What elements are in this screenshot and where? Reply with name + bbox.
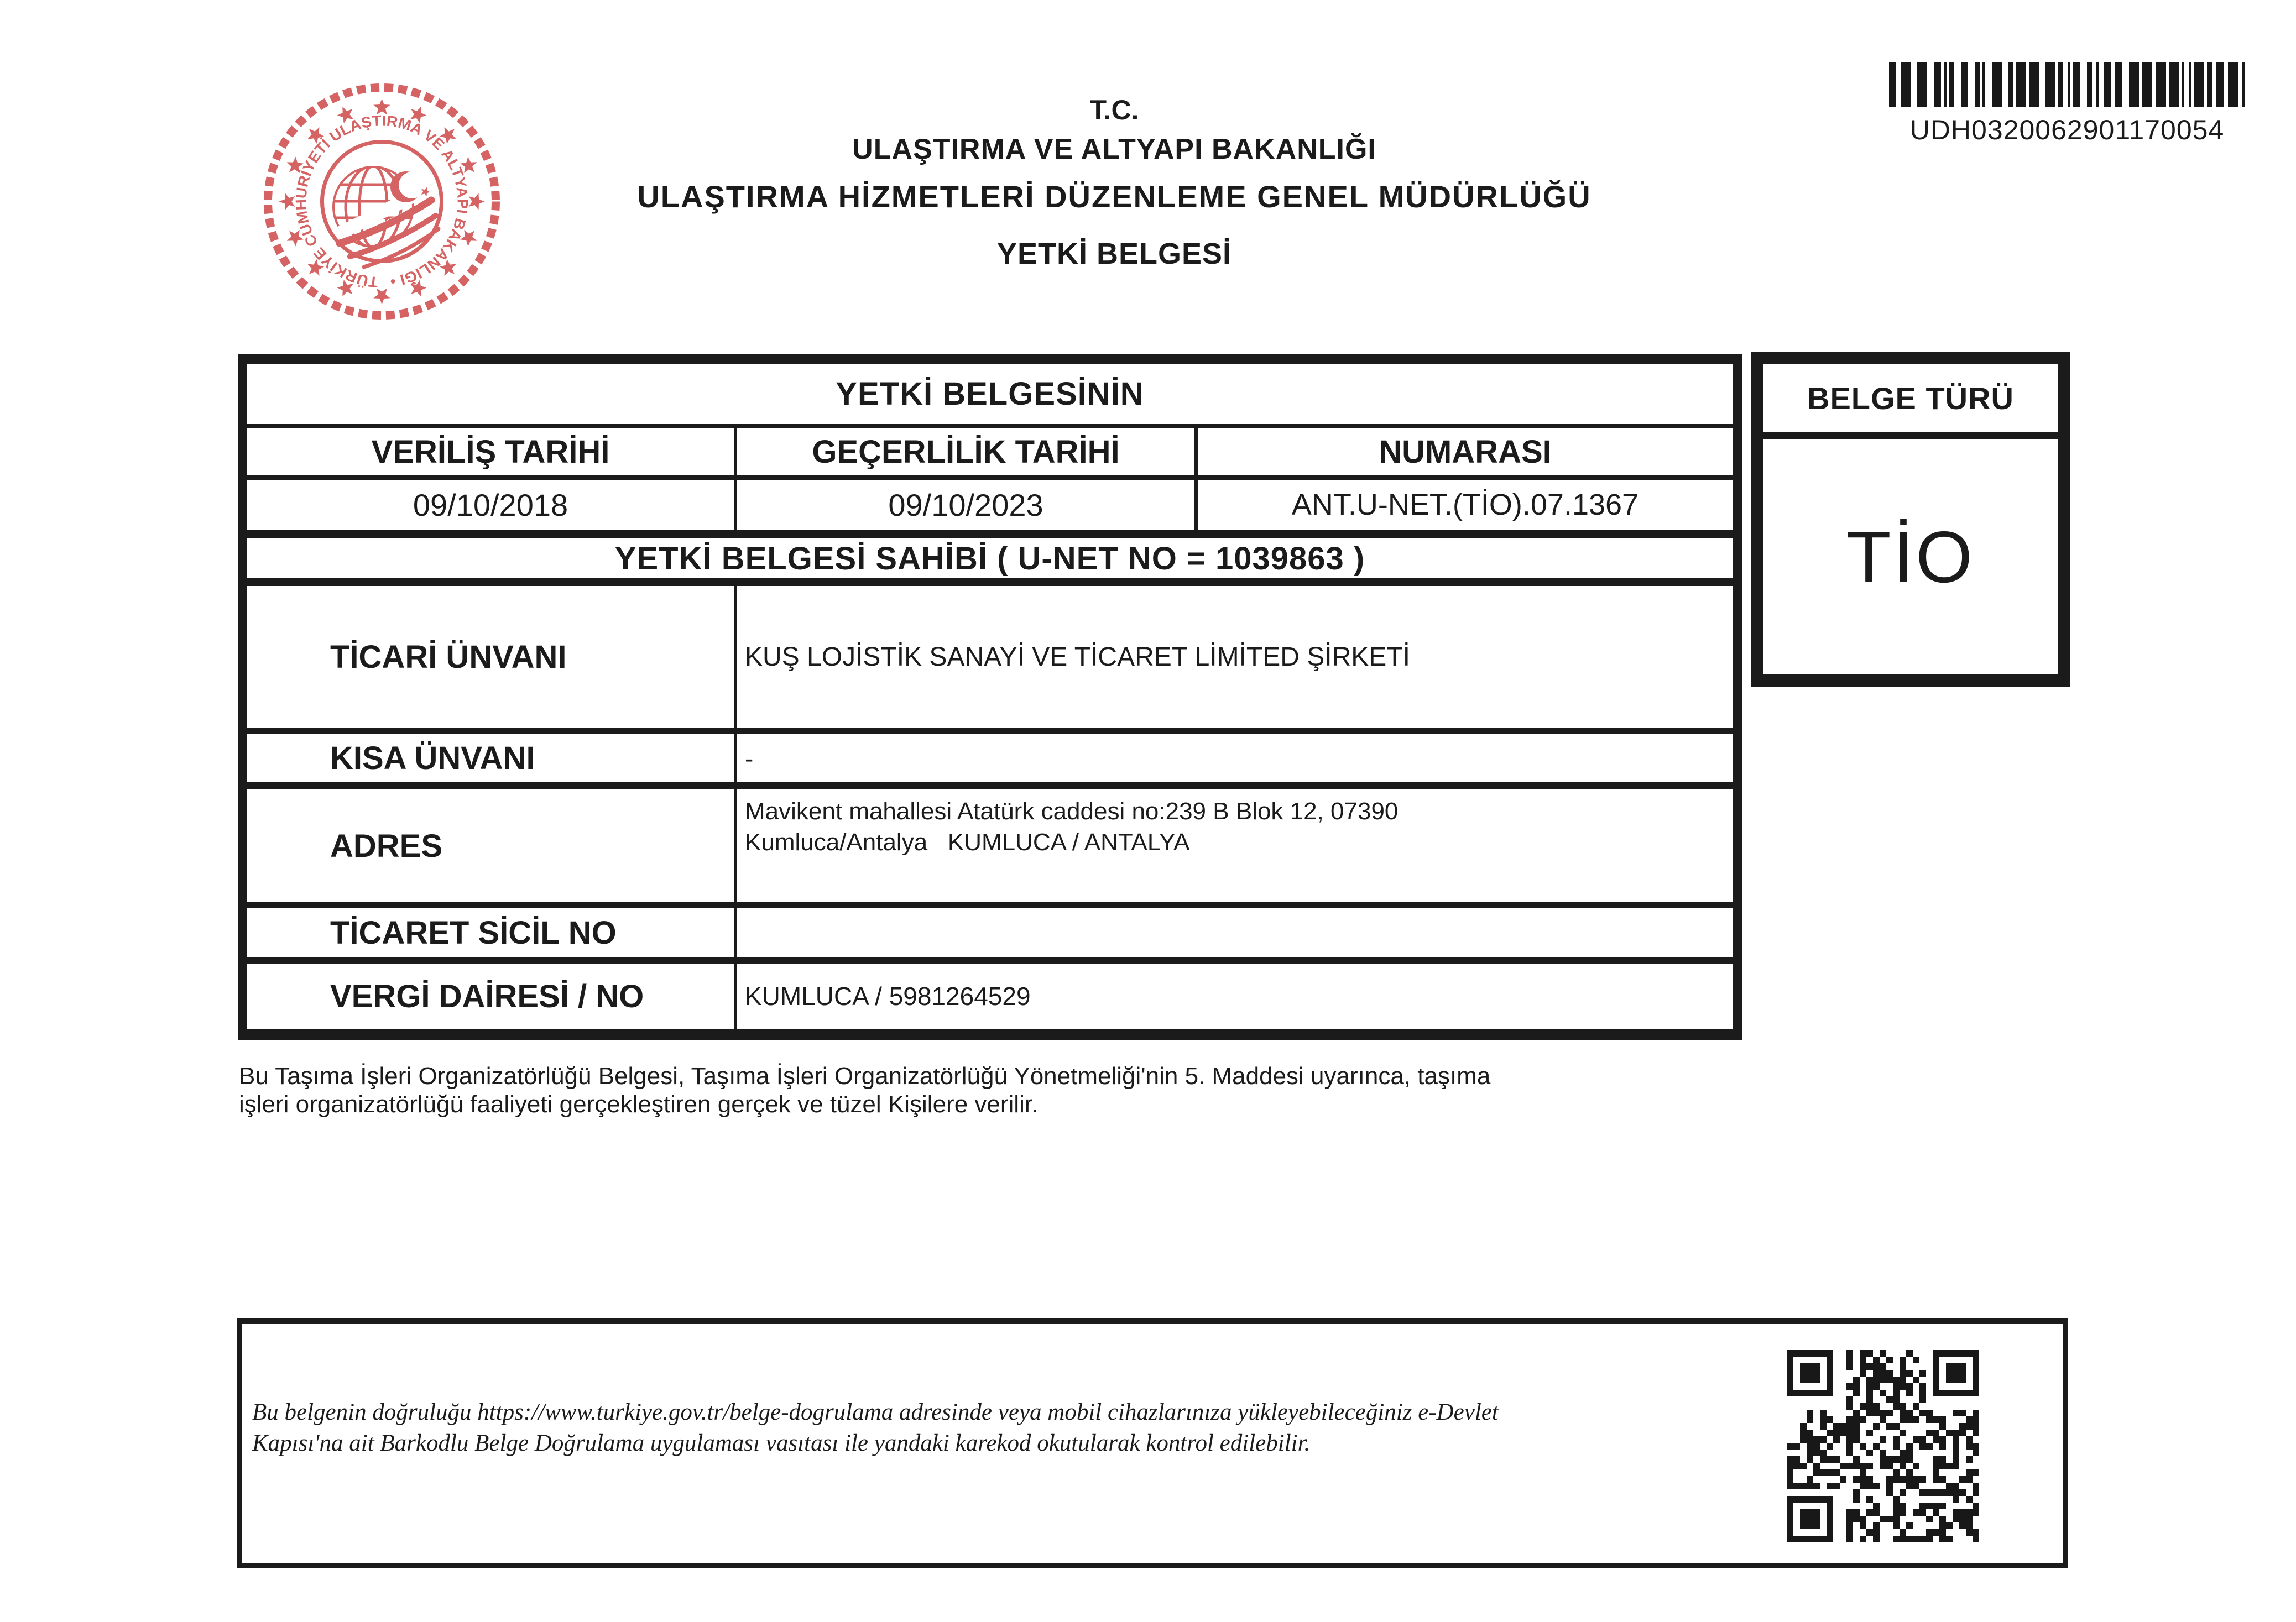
short-name-value: -	[745, 744, 754, 773]
table-row	[247, 964, 1733, 1029]
certificate-table	[238, 354, 1742, 1040]
regulation-note	[239, 1062, 1710, 1118]
address-line1: Mavikent mahallesi Atatürk caddesi no:239 B Blok 12, 07390	[745, 798, 1399, 825]
ministry-seal-icon	[259, 79, 505, 325]
issue-date-label: VERİLİŞ TARİHİ	[247, 428, 737, 475]
note-line1: Bu Taşıma İşleri Organizatörlüğü Belgesi, Taşıma İşleri Organizatörlüğü Yönetmeliği'nin 5. Maddesi uyarınca, taşıma	[239, 1063, 1491, 1090]
belge-turu-value: TİO	[1846, 516, 1975, 598]
table-row	[247, 480, 1733, 538]
table-row	[247, 428, 1733, 480]
belge-turu-box	[1751, 352, 2070, 687]
barcode-number: UDH0320062901170054	[1909, 114, 2225, 145]
verification-text	[252, 1397, 1734, 1459]
verification-line1: Bu belgenin doğruluğu https://www.turkiye.gov.tr/belge-dogrulama adresinde veya mobil cihazlarınıza yükleyebileceğiniz e-Devlet	[252, 1399, 1499, 1425]
short-name-label: KISA ÜNVANI	[247, 734, 737, 782]
verification-line2: Kapısı'na ait Barkodlu Belge Doğrulama uygulaması vasıtası ile yandaki karekod okutularak kontrol edilebilir.	[252, 1430, 1311, 1456]
header-doc-title: YETKİ BELGESİ	[996, 237, 1232, 270]
barcode-icon	[1889, 62, 2245, 107]
address-value	[737, 789, 1733, 902]
table-row	[247, 908, 1733, 964]
trade-name-value: KUŞ LOJİSTİK SANAYİ VE TİCARET LİMİTED ŞİRKETİ	[745, 642, 1410, 672]
belge-turu-title: BELGE TÜRÜ	[1763, 364, 2058, 439]
address-label: ADRES	[247, 789, 737, 902]
seal-circular-text: TÜRKİYE CUMHURİYETİ ULAŞTIRMA VE ALTYAPI BAKANLIĞI •	[293, 112, 471, 291]
number-label: NUMARASI	[1379, 434, 1552, 470]
header-directorate: ULAŞTIRMA HİZMETLERİ DÜZENLEME GENEL MÜDÜRLÜĞÜ	[637, 179, 1591, 214]
issue-date-value: 09/10/2018	[247, 480, 737, 530]
qr-code-icon	[1787, 1350, 1979, 1542]
certificate-number-value: ANT.U-NET.(TİO).07.1367	[1291, 488, 1639, 521]
address-line2: Kumluca/Antalya KUMLUCA / ANTALYA	[745, 829, 1190, 856]
trade-registry-label: TİCARET SİCİL NO	[247, 908, 737, 957]
table-row	[247, 734, 1733, 789]
header-ministry: ULAŞTIRMA VE ALTYAPI BAKANLIĞI	[852, 133, 1376, 165]
trade-registry-value	[737, 908, 1733, 957]
table-row	[247, 364, 1733, 428]
note-line2: işleri organizatörlüğü faaliyeti gerçekleştiren gerçek ve tüzel Kişilere verilir.	[239, 1091, 1039, 1118]
tax-office-value: KUMLUCA / 5981264529	[745, 982, 1031, 1011]
trade-name-label: TİCARİ ÜNVANI	[247, 586, 737, 728]
section2-title: YETKİ BELGESİ SAHİBİ ( U-NET NO = 1039863 )	[614, 540, 1365, 577]
verification-box	[237, 1318, 2068, 1568]
table-row	[247, 789, 1733, 908]
validity-date-label: GEÇERLİLİK TARİHİ	[737, 428, 1198, 475]
table-row	[247, 538, 1733, 586]
header-tc: T.C.	[1089, 95, 1139, 125]
tax-office-label: VERGİ DAİRESİ / NO	[247, 964, 737, 1029]
section1-title: YETKİ BELGESİNİN	[836, 376, 1144, 412]
table-row	[247, 586, 1733, 734]
validity-date-value: 09/10/2023	[737, 480, 1198, 530]
